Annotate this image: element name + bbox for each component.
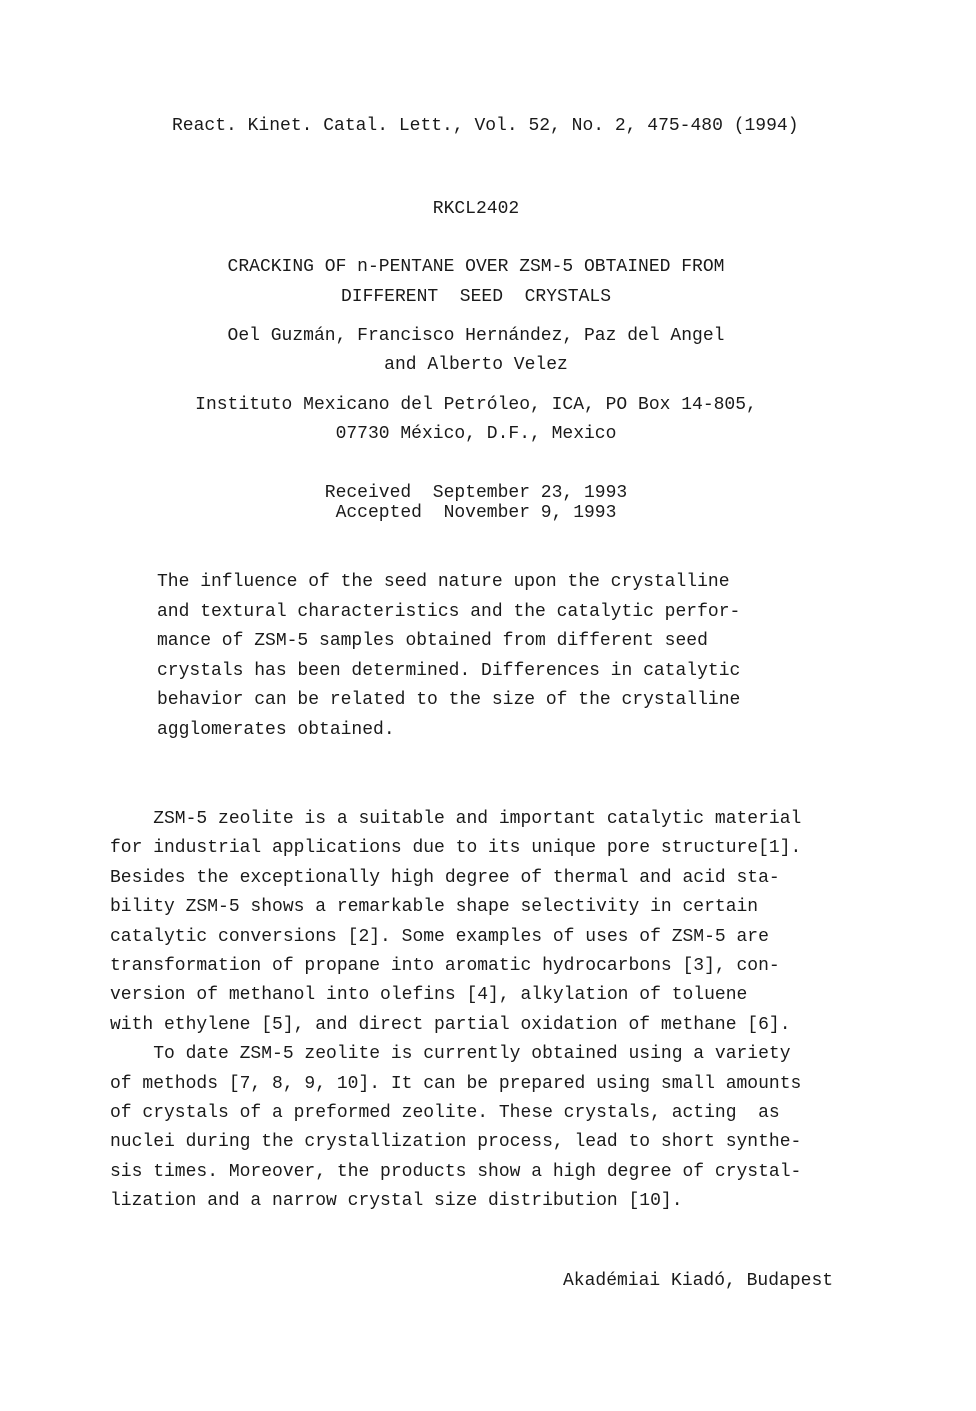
body-line: of crystals of a preformed zeolite. These crystals, acting as <box>110 1103 780 1123</box>
body-line: bility ZSM-5 shows a remarkable shape selectivity in certain <box>110 897 759 918</box>
body-line: Besides the exceptionally high degree of thermal and acid sta- <box>110 867 780 888</box>
body-line: version of methanol into olefins [4], alkylation of toluene <box>110 985 748 1006</box>
affiliation-line-2: 07730 México, D.F., Mexico <box>335 424 617 444</box>
title-line-2: DIFFERENT SEED CRYSTALS <box>340 287 612 307</box>
abstract-line: mance of ZSM-5 samples obtained from different seed <box>157 631 708 652</box>
accepted-date: Accepted November 9, 1993 <box>335 503 617 523</box>
authors-line-2: and Alberto Velez <box>384 355 568 375</box>
journal-citation: React. Kinet. Catal. Lett., Vol. 52, No. 2, 475-480 (1994) <box>172 116 799 136</box>
body-line: To date ZSM-5 zeolite is currently obtained using a variety <box>110 1044 791 1065</box>
publisher-footer: Akadémiai Kiadó, Budapest <box>563 1271 834 1291</box>
body-line: ZSM-5 zeolite is a suitable and important catalytic material <box>110 809 802 829</box>
body-line: catalytic conversions [2]. Some examples of uses of ZSM-5 are <box>110 926 769 947</box>
title-line-1: CRACKING OF n-PENTANE OVER ZSM-5 OBTAINED FROM <box>227 257 725 277</box>
article-code: RKCL2402 <box>432 199 520 219</box>
abstract-line: agglomerates obtained. <box>157 720 395 740</box>
received-date: Received September 23, 1993 <box>324 483 628 503</box>
body-line: sis times. Moreover, the products show a high degree of crystal- <box>110 1161 802 1182</box>
abstract-line: behavior can be related to the size of the crystalline <box>157 690 741 711</box>
body-line: transformation of propane into aromatic hydrocarbons [3], con- <box>110 956 780 976</box>
body-line: nuclei during the crystallization process, lead to short synthe- <box>110 1132 802 1153</box>
abstract-line: and textural characteristics and the catalytic perfor- <box>157 601 741 622</box>
affiliation-line-1: Instituto Mexicano del Petróleo, ICA, PO Box 14-805, <box>195 395 757 415</box>
authors-line-1: Oel Guzmán, Francisco Hernández, Paz del Angel <box>227 326 725 346</box>
abstract-line: crystals has been determined. Differences in catalytic <box>157 660 741 681</box>
abstract-line: The influence of the seed nature upon the crystalline <box>157 572 730 592</box>
body-line: for industrial applications due to its unique pore structure[1]. <box>110 838 802 859</box>
body-line: of methods [7, 8, 9, 10]. It can be prepared using small amounts <box>110 1073 802 1094</box>
body-line: lization and a narrow crystal size distribution [10]. <box>110 1191 683 1212</box>
body-line: with ethylene [5], and direct partial oxidation of methane [6]. <box>110 1014 791 1035</box>
